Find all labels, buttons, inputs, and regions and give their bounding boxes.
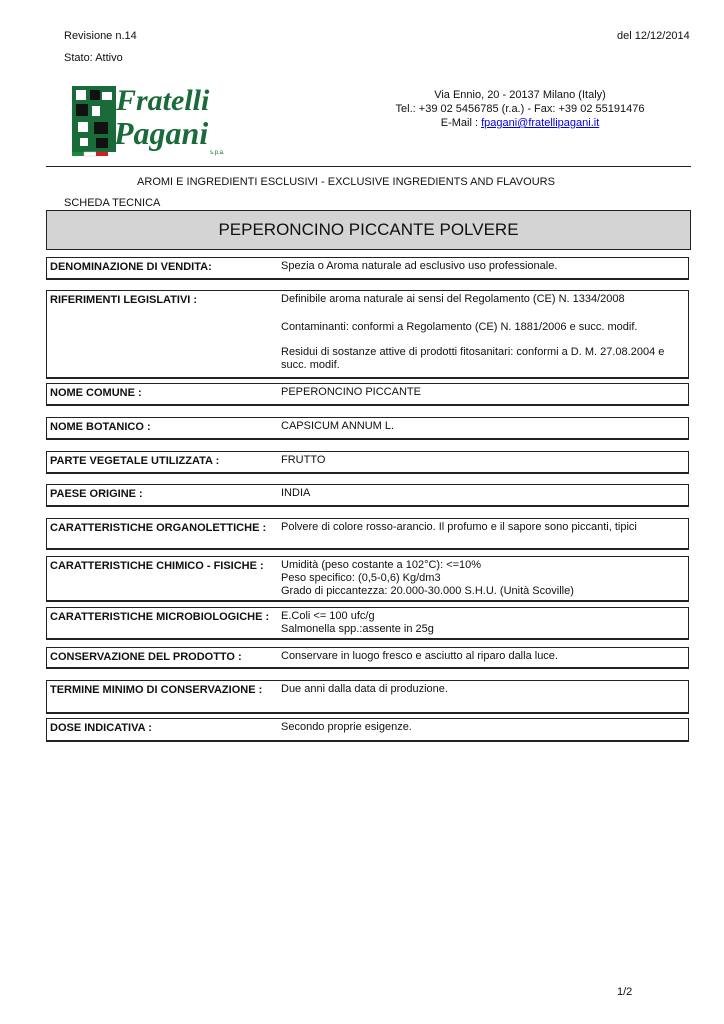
spec-value: [281, 293, 681, 372]
logo-suffix: s.p.a.: [210, 150, 225, 156]
spec-value-line: Spezia o Aroma naturale ad esclusivo uso professionale.: [281, 260, 558, 272]
spec-value: [281, 386, 681, 399]
spec-value-line: Conservare in luogo fresco e asciutto al riparo dalla luce.: [281, 650, 558, 662]
spec-value-line: INDIA: [281, 487, 311, 499]
company-phone: Tel.: +39 02 5456785 (r.a.) - Fax: +39 02 55191476: [395, 103, 645, 115]
spec-row: [46, 451, 689, 474]
spec-value: [281, 650, 681, 663]
spec-label: DENOMINAZIONE DI VENDITA:: [50, 261, 212, 273]
company-email-line: [394, 116, 646, 130]
spec-value: [281, 610, 681, 636]
spec-row: [46, 290, 689, 379]
spec-value: [281, 559, 681, 598]
spec-label: NOME BOTANICO :: [50, 421, 151, 433]
spec-value-line: Definibile aroma naturale ai sensi del Regolamento (CE) N. 1334/2008: [281, 293, 625, 305]
spec-row: [46, 484, 689, 507]
spec-row: [46, 417, 689, 440]
logo-text-1: Fratelli: [116, 84, 210, 117]
spec-value: [281, 721, 681, 734]
document-subtitle: AROMI E INGREDIENTI ESCLUSIVI - EXCLUSIVE INGREDIENTS AND FLAVOURS: [137, 176, 555, 188]
revision-number: Revisione n.14: [64, 30, 137, 42]
spec-value-line: Residui di sostanze attive di prodotti fitosanitari: conformi a D. M. 27.08.2004 e succ. modif.: [281, 346, 665, 371]
spec-label: CARATTERISTICHE CHIMICO - FISICHE :: [50, 560, 264, 572]
spec-value-line: Peso specifico: (0,5-0,6) Kg/dm3: [281, 572, 441, 584]
spec-label: RIFERIMENTI LEGISLATIVI :: [50, 294, 198, 306]
sheet-label: SCHEDA TECNICA: [64, 197, 161, 209]
company-address: Via Ennio, 20 - 20137 Milano (Italy): [434, 89, 606, 101]
email-link[interactable]: fpagani@fratellipagani.it: [481, 117, 600, 129]
spec-value-line: PEPERONCINO PICCANTE: [281, 386, 421, 398]
logo-text-2: Pagani: [114, 115, 209, 151]
spec-row: [46, 680, 689, 714]
spec-row: [46, 556, 689, 602]
header-divider: [46, 166, 691, 167]
spec-value: [281, 260, 681, 273]
company-contacts: [394, 88, 646, 130]
spec-label: CARATTERISTICHE ORGANOLETTICHE :: [50, 522, 267, 534]
spec-value: [281, 487, 681, 500]
spec-value: [281, 454, 681, 467]
spec-label: PAESE ORIGINE :: [50, 488, 143, 500]
spec-value-line: CAPSICUM ANNUM L.: [281, 420, 395, 432]
spec-value-line: Grado di piccantezza: 20.000-30.000 S.H.U. (Unità Scoville): [281, 585, 574, 597]
spec-value-line: Umidità (peso costante a 102°C): <=10%: [281, 559, 482, 571]
spec-value-line: Polvere di colore rosso-arancio. Il profumo e il sapore sono piccanti, tipici: [281, 521, 637, 533]
spec-value-line: Contaminanti: conformi a Regolamento (CE) N. 1881/2006 e succ. modif.: [281, 321, 638, 333]
spec-value-line: Salmonella spp.:assente in 25g: [281, 623, 434, 635]
spec-row: [46, 607, 689, 640]
spec-value: [281, 420, 681, 433]
spec-row: [46, 383, 689, 406]
spec-label: CARATTERISTICHE MICROBIOLOGICHE :: [50, 611, 270, 623]
product-title: PEPERONCINO PICCANTE POLVERE: [46, 210, 691, 250]
spec-label: TERMINE MINIMO DI CONSERVAZIONE :: [50, 684, 263, 696]
revision-date: del 12/12/2014: [617, 30, 690, 42]
email-label: E-Mail :: [440, 117, 479, 129]
spec-value-line: E.Coli <= 100 ufc/g: [281, 610, 375, 622]
document-status: Stato: Attivo: [64, 52, 123, 64]
spec-label: CONSERVAZIONE DEL PRODOTTO :: [50, 651, 242, 663]
spec-row: [46, 647, 689, 669]
page-number: 1/2: [617, 986, 633, 998]
spec-value: [281, 683, 681, 696]
company-logo: [70, 78, 236, 160]
spec-row: [46, 718, 689, 742]
spec-label: DOSE INDICATIVA :: [50, 722, 152, 734]
spec-label: NOME COMUNE :: [50, 387, 142, 399]
spec-value-line: Due anni dalla data di produzione.: [281, 683, 448, 695]
spec-label: PARTE VEGETALE UTILIZZATA :: [50, 455, 220, 467]
spec-row: [46, 518, 689, 550]
spec-value-line: Secondo proprie esigenze.: [281, 721, 412, 733]
spec-value-line: FRUTTO: [281, 454, 326, 466]
spec-value: [281, 521, 681, 534]
spec-row: [46, 257, 689, 280]
